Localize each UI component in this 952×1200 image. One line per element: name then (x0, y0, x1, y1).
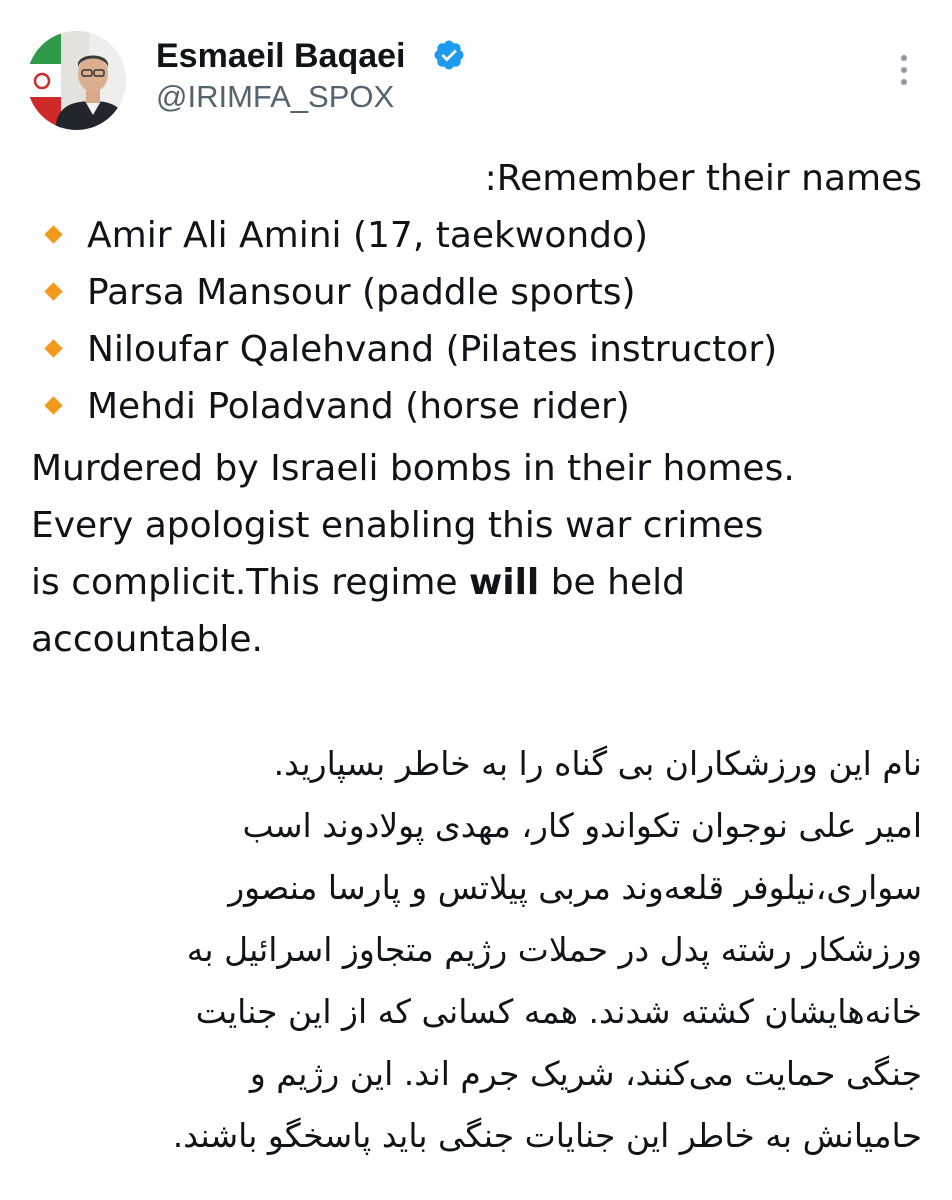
tweet-persian-line: جنگی حمایت می‌کنند، شریک جرم اند. این رژیم و (249, 1054, 922, 1093)
list-item (47, 207, 947, 264)
tweet-text: be held (539, 562, 685, 603)
tweet-intro: :Remember their names (484, 158, 922, 199)
bullet-diamond-icon (44, 339, 62, 357)
list-item (47, 378, 947, 435)
tweet-bold-text: will (468, 562, 540, 603)
bullet-diamond-icon (44, 282, 62, 300)
list-item-text: Amir Ali Amini (17, taekwondo) (87, 215, 649, 256)
tweet-line: accountable. (31, 619, 263, 660)
tweet-line: Murdered by Israeli bombs in their homes. (31, 448, 795, 489)
tweet-line (31, 554, 931, 611)
bullet-diamond-icon (44, 396, 62, 414)
tweet-text: is complicit.This regime (31, 562, 469, 603)
list-item-text: Niloufar Qalehvand (Pilates instructor) (87, 329, 778, 370)
user-handle[interactable]: @IRIMFA_SPOX (156, 79, 395, 114)
list-item (47, 264, 947, 321)
bullet-diamond-icon (44, 225, 62, 243)
tweet-line: Every apologist enabling this war crimes (31, 505, 764, 546)
list-item-text: Parsa Mansour (paddle sports) (87, 272, 636, 313)
display-name[interactable]: Esmaeil Baqaei (156, 37, 406, 75)
more-vertical-icon[interactable] (890, 50, 918, 90)
tweet-persian-line: سواری،نیلوفر قلعه‌وند مربی پیلاتس و پارسا منصور (228, 868, 922, 907)
verified-badge-icon (432, 38, 466, 72)
avatar[interactable] (27, 31, 126, 130)
profile-photo (27, 31, 126, 130)
tweet-persian-line: حامیانش به خاطر این جنایات جنگی باید پاسخگو باشند. (172, 1116, 922, 1155)
tweet-persian-line: نام این ورزشکاران بی گناه را به خاطر بسپارید. (273, 744, 922, 783)
tweet-persian-line: امیر علی نوجوان تکواندو کار، مهدی پولادوند اسب (242, 806, 922, 845)
list-item (47, 321, 947, 378)
tweet-persian-line: ورزشکار رشته پدل در حملات رژیم متجاوز اسرائیل به (186, 930, 922, 969)
list-item-text: Mehdi Poladvand (horse rider) (87, 386, 630, 427)
tweet-persian-line: خانه‌هایشان کشته شدند. همه کسانی که از این جنایت (195, 992, 922, 1031)
